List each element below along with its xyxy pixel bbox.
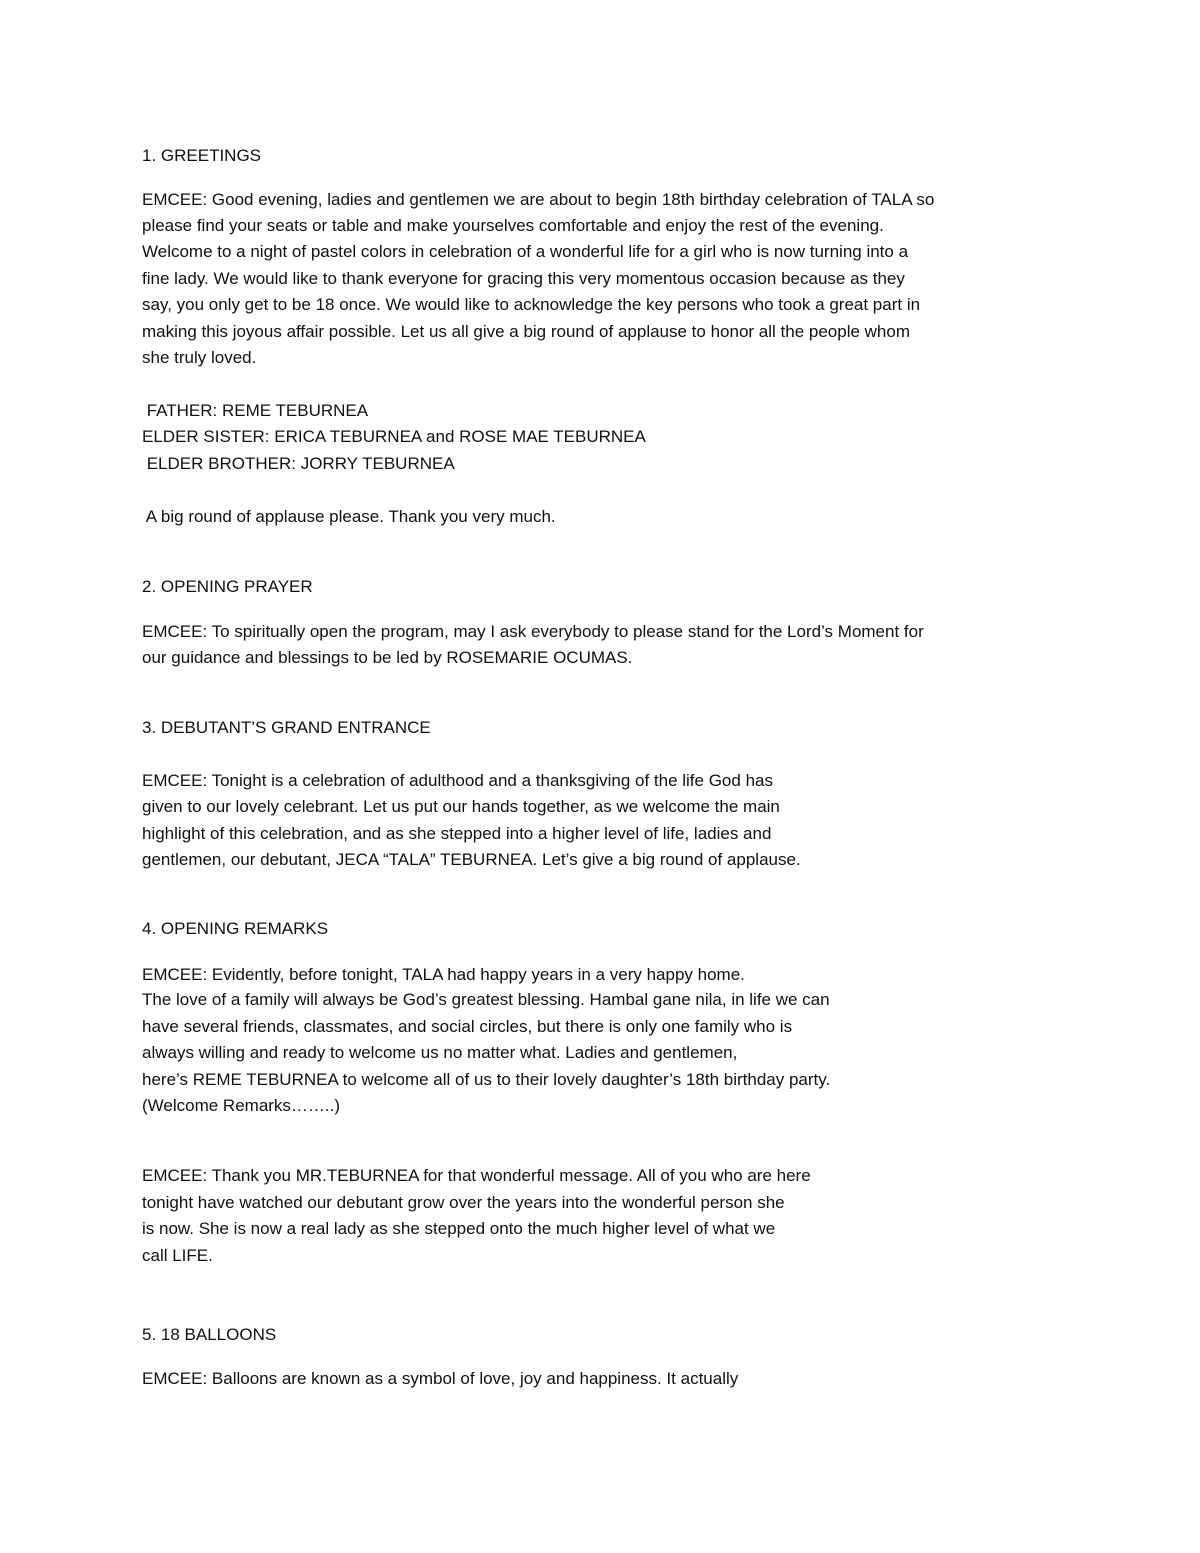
paragraph-line: call LIFE. [142,1246,213,1265]
paragraph-line: is now. She is now a real lady as she stepped onto the much higher level of what we [142,1219,776,1238]
paragraph-line: EMCEE: Good evening, ladies and gentlemen we are about to begin 18th birthday celebration of TALA so [142,190,935,209]
paragraph-line: gentlemen, our debutant, JECA “TALA” TEBURNEA. Let’s give a big round of applause. [142,850,801,869]
paragraph-line: fine lady. We would like to thank everyone for gracing this very momentous occasion because as they [142,269,905,288]
paragraph-line: have several friends, classmates, and social circles, but there is only one family who is [142,1017,793,1036]
section-heading: 4. OPENING REMARKS [142,919,329,938]
paragraph-line: (Welcome Remarks……..) [142,1096,341,1115]
paragraph-line: EMCEE: Balloons are known as a symbol of love, joy and happiness. It actually [142,1369,739,1388]
paragraph-line: our guidance and blessings to be led by ROSEMARIE OCUMAS. [142,648,633,667]
paragraph-line: always willing and ready to welcome us no matter what. Ladies and gentlemen, [142,1043,738,1062]
family-member-line: FATHER: REME TEBURNEA [142,401,369,420]
paragraph-line: making this joyous affair possible. Let us all give a big round of applause to honor all the people whom [142,322,910,341]
paragraph-line: EMCEE: Tonight is a celebration of adulthood and a thanksgiving of the life God has [142,771,773,790]
paragraph-line: say, you only get to be 18 once. We would like to acknowledge the key persons who took a great part in [142,295,921,314]
paragraph-line: EMCEE: Evidently, before tonight, TALA had happy years in a very happy home. [142,965,745,984]
section-heading: 2. OPENING PRAYER [142,577,313,596]
paragraph-line: tonight have watched our debutant grow over the years into the wonderful person she [142,1193,785,1212]
paragraph-line: EMCEE: Thank you MR.TEBURNEA for that wonderful message. All of you who are here [142,1166,811,1185]
family-member-line: ELDER SISTER: ERICA TEBURNEA and ROSE MAE TEBURNEA [142,427,646,446]
section-heading: 1. GREETINGS [142,146,262,165]
paragraph-line: given to our lovely celebrant. Let us put our hands together, as we welcome the main [142,797,780,816]
paragraph-line: Welcome to a night of pastel colors in celebration of a wonderful life for a girl who is now turning into a [142,242,909,261]
paragraph-line: please find your seats or table and make yourselves comfortable and enjoy the rest of the evening. [142,216,884,235]
family-member-line: ELDER BROTHER: JORRY TEBURNEA [142,454,455,473]
paragraph-line: highlight of this celebration, and as she stepped into a higher level of life, ladies and [142,824,772,843]
section-heading: 5. 18 BALLOONS [142,1325,277,1344]
paragraph-line: EMCEE: To spiritually open the program, may I ask everybody to please stand for the Lord’s Moment for [142,622,924,641]
paragraph-line: A big round of applause please. Thank you very much. [142,507,556,526]
paragraph-line: here’s REME TEBURNEA to welcome all of us to their lovely daughter’s 18th birthday party. [142,1070,831,1089]
section-heading: 3. DEBUTANT’S GRAND ENTRANCE [142,718,431,737]
paragraph-line: she truly loved. [142,348,257,367]
paragraph-line: The love of a family will always be God’s greatest blessing. Hambal gane nila, in life we can [142,990,830,1009]
